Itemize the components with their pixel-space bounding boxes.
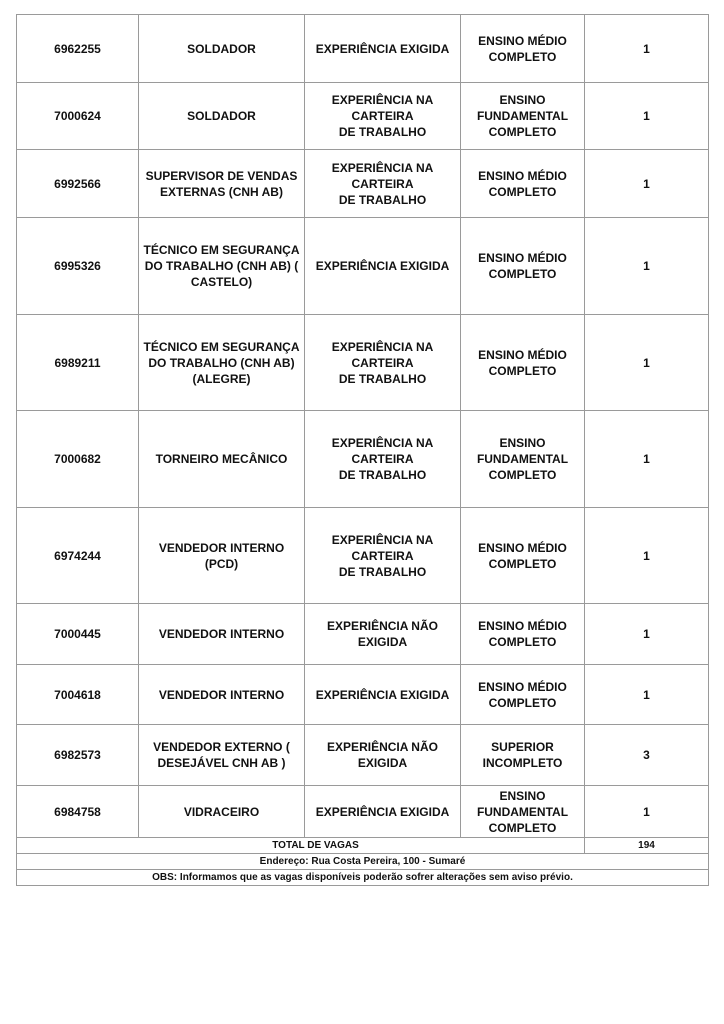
job-education: ENSINO MÉDIO COMPLETO [461,15,585,83]
job-education: ENSINO MÉDIO COMPLETO [461,315,585,411]
job-title: VENDEDOR INTERNO [139,604,305,665]
job-vacancies: 1 [585,604,709,665]
job-vacancies: 1 [585,218,709,315]
job-code: 6989211 [17,315,139,411]
table-row [17,725,709,786]
job-title: TÉCNICO EM SEGURANÇA DO TRABALHO (CNH AB) ( CASTELO) [139,218,305,315]
job-vacancies: 1 [585,315,709,411]
job-experience: EXPERIÊNCIA EXIGIDA [305,786,461,838]
job-experience: EXPERIÊNCIA NA CARTEIRA DE TRABALHO [305,150,461,218]
job-education: ENSINO FUNDAMENTAL COMPLETO [461,411,585,508]
job-education: ENSINO MÉDIO COMPLETO [461,508,585,604]
job-code: 7000682 [17,411,139,508]
job-vacancies: 1 [585,508,709,604]
total-value: 194 [585,838,709,854]
job-vacancies: 1 [585,411,709,508]
job-education: ENSINO MÉDIO COMPLETO [461,665,585,725]
job-education: ENSINO MÉDIO COMPLETO [461,604,585,665]
job-vacancies-table [16,14,709,886]
obs-row [17,870,709,886]
table-row [17,665,709,725]
job-education: ENSINO MÉDIO COMPLETO [461,218,585,315]
table-row [17,786,709,838]
address-text: Endereço: Rua Costa Pereira, 100 - Sumaré [17,854,709,870]
job-education: SUPERIOR INCOMPLETO [461,725,585,786]
job-experience: EXPERIÊNCIA EXIGIDA [305,15,461,83]
job-vacancies: 1 [585,786,709,838]
job-code: 7000445 [17,604,139,665]
table-row [17,315,709,411]
job-code: 6982573 [17,725,139,786]
job-code: 7004618 [17,665,139,725]
job-title: TORNEIRO MECÂNICO [139,411,305,508]
table-row [17,411,709,508]
job-experience: EXPERIÊNCIA NA CARTEIRA DE TRABALHO [305,315,461,411]
job-experience: EXPERIÊNCIA NÃO EXIGIDA [305,604,461,665]
job-experience: EXPERIÊNCIA NA CARTEIRA DE TRABALHO [305,508,461,604]
job-experience: EXPERIÊNCIA EXIGIDA [305,218,461,315]
job-code: 6992566 [17,150,139,218]
table-row [17,218,709,315]
table-row [17,150,709,218]
job-code: 6984758 [17,786,139,838]
total-row [17,838,709,854]
job-vacancies: 1 [585,150,709,218]
table-row [17,604,709,665]
job-title: VENDEDOR EXTERNO ( DESEJÁVEL CNH AB ) [139,725,305,786]
job-vacancies: 1 [585,83,709,150]
job-experience: EXPERIÊNCIA NA CARTEIRA DE TRABALHO [305,411,461,508]
table-row [17,83,709,150]
job-code: 6995326 [17,218,139,315]
job-code: 7000624 [17,83,139,150]
total-label: TOTAL DE VAGAS [17,838,585,854]
job-title: VIDRACEIRO [139,786,305,838]
job-education: ENSINO FUNDAMENTAL COMPLETO [461,786,585,838]
job-title: SOLDADOR [139,15,305,83]
job-title: VENDEDOR INTERNO (PCD) [139,508,305,604]
job-code: 6962255 [17,15,139,83]
job-education: ENSINO FUNDAMENTAL COMPLETO [461,83,585,150]
job-experience: EXPERIÊNCIA NÃO EXIGIDA [305,725,461,786]
job-code: 6974244 [17,508,139,604]
job-title: SOLDADOR [139,83,305,150]
table-row [17,15,709,83]
table-row [17,508,709,604]
job-vacancies: 1 [585,15,709,83]
obs-text: OBS: Informamos que as vagas disponíveis poderão sofrer alterações sem aviso prévio. [17,870,709,886]
job-experience: EXPERIÊNCIA EXIGIDA [305,665,461,725]
job-education: ENSINO MÉDIO COMPLETO [461,150,585,218]
job-vacancies: 1 [585,665,709,725]
job-vacancies: 3 [585,725,709,786]
job-experience: EXPERIÊNCIA NA CARTEIRA DE TRABALHO [305,83,461,150]
address-row [17,854,709,870]
job-title: SUPERVISOR DE VENDAS EXTERNAS (CNH AB) [139,150,305,218]
job-title: VENDEDOR INTERNO [139,665,305,725]
job-title: TÉCNICO EM SEGURANÇA DO TRABALHO (CNH AB) (ALEGRE) [139,315,305,411]
